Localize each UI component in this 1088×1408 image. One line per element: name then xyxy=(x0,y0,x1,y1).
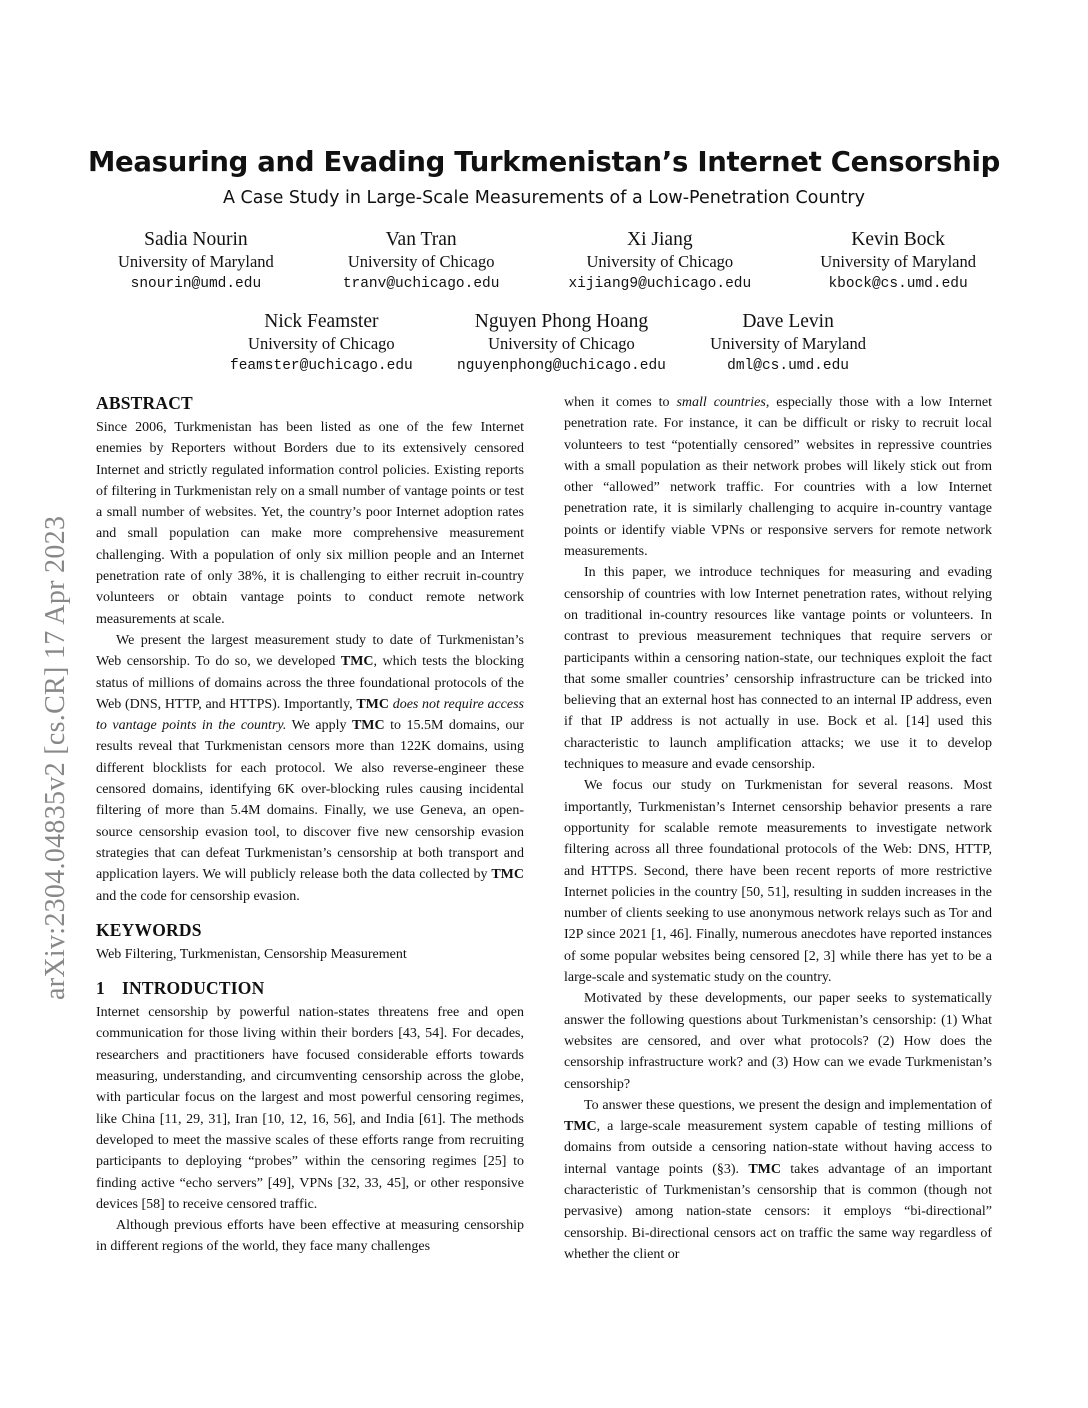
author-name: Xi Jiang xyxy=(627,229,693,250)
author-name: Van Tran xyxy=(385,229,457,250)
paper-title: Measuring and Evading Turkmenistan’s Internet Censorship xyxy=(87,146,1001,178)
author-name: Nick Feamster xyxy=(264,311,379,332)
author-email: tranv@uchicago.edu xyxy=(342,276,500,292)
left-column xyxy=(96,392,524,1258)
author-affiliation: University of Maryland xyxy=(820,252,976,271)
author-email: xijiang9@uchicago.edu xyxy=(568,276,752,292)
tmc-name: TMC xyxy=(564,1119,597,1135)
author-block xyxy=(230,311,413,377)
author-email: snourin@umd.edu xyxy=(130,276,262,292)
tmc-name: TMC xyxy=(340,654,374,670)
tmc-name: TMC xyxy=(356,696,390,712)
author-block xyxy=(820,229,976,295)
arxiv-sidebar-stamp: arXiv:2304.04835v2 [cs.CR] 17 Apr 2023 xyxy=(40,515,71,1000)
author-email: nguyenphong@uchicago.edu xyxy=(457,358,666,374)
authors-row-1 xyxy=(118,229,976,295)
keywords-heading: KEYWORDS xyxy=(96,919,202,940)
author-name: Sadia Nourin xyxy=(144,229,248,250)
author-block xyxy=(118,229,274,295)
right-paragraph-5: To answer these questions, we present the design and implementation of TMC, a large-scale measurement system capable of testing millions of domains from outside a censoring nation-state without having access to internal vantage points (§3). TMC takes advantage of an important characteristic of Turkmenistan’s censorship that is common (though not pervasive) among nation-state censors: it employs “bi-directional” censorship. Bi-directional censors act on traffic the same way regardless of whether the client or xyxy=(564,1097,993,1262)
keywords-text: Web Filtering, Turkmenistan, Censorship Measurement xyxy=(96,946,407,962)
author-block xyxy=(568,229,751,295)
right-paragraph-4: Motivated by these developments, our paper seeks to systematically answer the following questions about Turkmenistan’s censorship: (1) What websites are censored, and over what protocols? (2) How does the censorship infrastructure work? and (3) How can we evade Turkmenistan’s censorship? xyxy=(564,991,992,1092)
author-email: kbock@cs.umd.edu xyxy=(828,276,968,292)
author-affiliation: University of Chicago xyxy=(488,334,635,353)
author-name: Nguyen Phong Hoang xyxy=(474,311,649,332)
author-email: dml@cs.umd.edu xyxy=(727,358,849,374)
tmc-name: TMC xyxy=(491,867,524,883)
author-affiliation: University of Maryland xyxy=(118,252,274,271)
intro-paragraph-1: Internet censorship by powerful nation-states threatens free and open communication for those living within their borders [43, 54]. For decades, researchers and practitioners have focused considerable efforts towards measuring, understanding, and circumventing censorship across the globe, with particular focus on the largest and most powerful censoring regimes, like China [11, 29, 31], Iran [10, 12, 16, 56], and India [61]. The methods developed to meet the massive scales of these efforts range from recruiting participants to deploying “probes” within the censoring regimes [25] to finding active “echo servers” [49], VPNs [32, 33, 45], or other responsive devices [58] to receive censored traffic. xyxy=(96,1005,524,1212)
author-name: Kevin Bock xyxy=(851,229,945,250)
tmc-name: TMC xyxy=(748,1161,781,1177)
author-block xyxy=(710,311,866,377)
author-block xyxy=(343,229,500,295)
right-paragraph-1: when it comes to small countries, especially those with a low Internet penetration rate. For instance, it can be difficult or risky to recruit local volunteers to test “potentially censored” websites in repressive countries with a small population as their network probes will likely stick out from other “allowed” network traffic. For countries with a low Internet penetration rate, it is similarly challenging to acquire in-country vantage points or identify viable VPNs or responsive servers for remote network measurements. xyxy=(564,395,992,560)
section-number: 1 xyxy=(96,978,105,999)
right-paragraph-2: In this paper, we introduce techniques for measuring and evading censorship of countries with low Internet penetration rates, without relying on traditional in-country resources like vantage points or volunteers. In contrast to previous measurement techniques that require servers or participants within a censoring nation-state, our techniques exploit the fact that some smaller countries’ censorship infrastructure can be tricked into believing that an external host has connected to an internal IP address, even if that IP address is not actually in use. Bock et al. [14] used this characteristic to launch amplification attacks; we use it to develop techniques to measure and evade censorship. xyxy=(564,565,992,773)
author-name: Dave Levin xyxy=(742,311,834,332)
author-affiliation: University of Chicago xyxy=(586,252,734,271)
abstract-paragraph-2: We present the largest measurement study to date of Turkmenistan’s Web censorship. To do so, we developed TMC, which tests the blocking status of millions of domains across the three foundational protocols of the Web (DNS, HTTP, and HTTPS). Importantly, TMC does not require access to vantage points in the country. We apply TMC to 15.5M domains, our results reveal that Turkmenistan censors more than 122K domains, using different blocklists for each protocol. We also reverse-engineer these censored domains, identifying 6K over-blocking rules causing incidental filtering of more than 5.4M domains. Finally, we use Geneva, an open-source censorship evasion tool, to discover five new censorship evasion strategies that can defeat Turkmenistan’s censorship at both transport and application layers. We will publicly release both the data collected by TMC and the code for censorship evasion. xyxy=(96,632,524,904)
right-column xyxy=(564,392,992,1265)
right-paragraph-3: We focus our study on Turkmenistan for several reasons. Most importantly, Turkmenistan’s Internet censorship behavior presents a rare opportunity for scalable remote measurements to investigate network filtering across all three foundational protocols of the Web: DNS, HTTP, and HTTPS. Second, there have been recent reports of more restrictive Internet policies in the country [50, 51], resulting in sudden increases in the number of clients seeking to use anonymous network relays such as Tor and I2P since 2021 [1, 46]. Finally, numerous anecdotes have reported instances of some popular websites being censored [2, 3] while there has yet to be a large-scale and systematic study on the country. xyxy=(564,778,992,986)
author-affiliation: University of Chicago xyxy=(248,334,395,353)
tmc-name: TMC xyxy=(351,718,385,734)
intro-paragraph-2: Although previous efforts have been effective at measuring censorship in different regions of the world, they face many challenges xyxy=(96,1218,524,1255)
abstract-paragraph-1: Since 2006, Turkmenistan has been listed as one of the few Internet enemies by Reporters without Borders due to its extensively censored Internet and strictly regulated information control policies. Existing reports of filtering in Turkmenistan rely on a small number of vantage points or test a small number of websites. Yet, the country’s poor Internet adoption rates and small population can make more comprehensive measurement challenging. With a population of only six million people and an Internet penetration rate of only 38%, it is challenging to either recruit in-country volunteers or obtain vantage points to conduct remote network measurements at scale. xyxy=(96,420,524,627)
abstract-heading: ABSTRACT xyxy=(96,393,193,413)
author-email: feamster@uchicago.edu xyxy=(230,358,413,374)
author-block xyxy=(457,311,666,377)
authors-row-2 xyxy=(230,311,866,377)
paper-subtitle: A Case Study in Large-Scale Measurements of a Low-Penetration Country xyxy=(223,188,865,208)
intro-heading: 1 INTRODUCTION xyxy=(96,978,265,999)
author-affiliation: University of Chicago xyxy=(347,252,495,271)
author-affiliation: University of Maryland xyxy=(710,334,866,353)
